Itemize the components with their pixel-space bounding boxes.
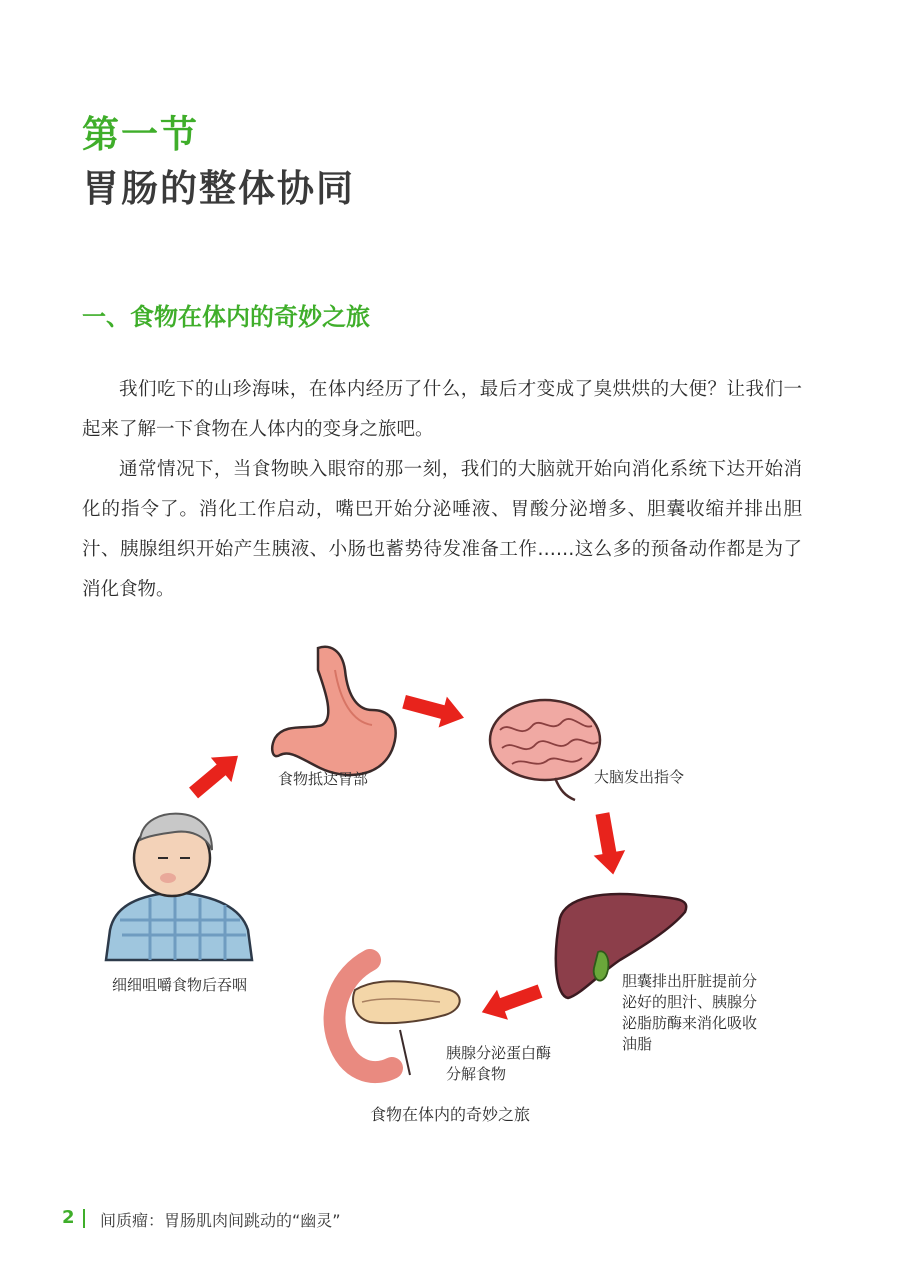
figure-caption: 食物在体内的奇妙之旅 [369, 1105, 530, 1124]
arrow-brain-to-liver [587, 811, 629, 878]
label-pancreas-line-2: 分解食物 [446, 1065, 507, 1083]
subheading: 一、食物在体内的奇妙之旅 [82, 303, 370, 331]
brain-illustration [490, 700, 600, 800]
paragraph-1: 我们吃下的山珍海味，在体内经历了什么，最后才变成了臭烘烘的大便？让我们一起来了解一下食物在人体内的变身之旅吧。 [82, 379, 802, 440]
section-title: 胃肠的整体协同 [82, 167, 355, 210]
label-chew-swallow: 细细咀嚼食物后吞咽 [112, 976, 248, 994]
label-stomach: 食物抵达胃部 [278, 770, 369, 788]
arrow-man-to-stomach [183, 743, 248, 805]
footer-divider [83, 1209, 85, 1228]
label-liver-line-4: 油脂 [622, 1035, 653, 1053]
label-brain: 大脑发出指令 [594, 768, 685, 786]
digestion-illustration [0, 630, 900, 1100]
label-liver-line-2: 泌好的胆汁、胰腺分 [622, 993, 758, 1011]
arrow-liver-to-pancreas [476, 976, 545, 1027]
label-pancreas-line-1: 胰腺分泌蛋白酶 [446, 1044, 552, 1062]
label-liver-line-1: 胆囊排出肝脏提前分 [622, 972, 758, 990]
running-title: 间质瘤：胃肠肌肉间跳动的“幽灵” [100, 1211, 341, 1230]
pancreas-illustration [335, 960, 460, 1075]
digestion-figure [0, 630, 900, 1100]
page-number: 2 [62, 1207, 75, 1228]
man-illustration [106, 814, 252, 960]
paragraph-2: 通常情况下，当食物映入眼帘的那一刻，我们的大脑就开始向消化系统下达开始消化的指令了。消化工作启动，嘴巴开始分泌唾液、胃酸分泌增多、胆囊收缩并排出胆汁、胰腺组织开始产生胰液、小肠也蓄势待发准备工作……这么多的预备动作都是为了消化食物。 [82, 459, 802, 600]
section-number: 第一节 [82, 113, 199, 156]
stomach-illustration [272, 647, 395, 775]
label-liver-line-3: 泌脂肪酶来消化吸收 [622, 1014, 758, 1032]
arrow-stomach-to-brain [400, 686, 468, 733]
